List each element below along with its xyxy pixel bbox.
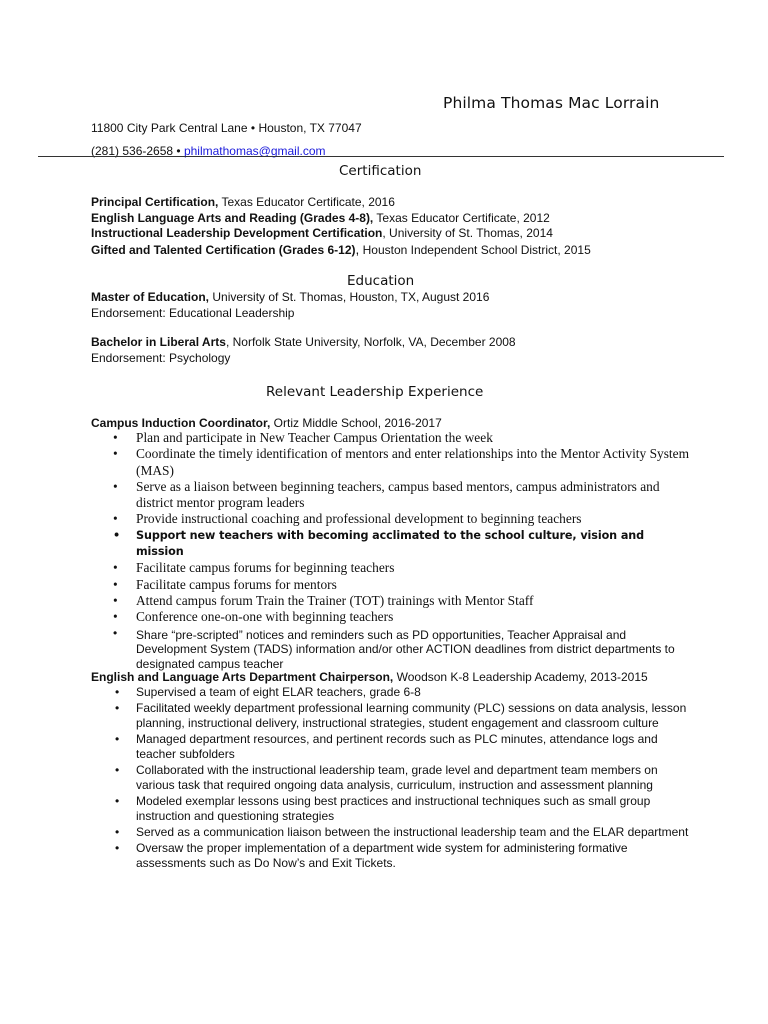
bullet-item: • Coordinate the timely identification of mentors and enter relationships into the Mentor Activity System (MAS) [91,446,691,479]
certification-item [91,195,591,211]
cert-detail: Texas Educator Certificate, 2016 [218,195,395,209]
applicant-name: Philma Thomas Mac Lorrain [443,94,660,112]
cert-detail: Texas Educator Certificate, 2012 [373,210,550,225]
bullet-item: • Modeled exemplar lessons using best practices and instructional techniques such as small group instruction and questioning strategies [91,794,691,824]
bullet-item: • Facilitated weekly department professional learning community (PLC) sessions on data analysis, lesson planning, instructional delivery, instructional strategies, student engagement and classroom culture [91,701,691,731]
city-state-zip: Houston, TX 77047 [258,121,362,135]
certification-list [91,195,591,258]
cert-detail: Houston Independent School District, 2015 [359,242,591,257]
degree-detail: , Norfolk State University, Norfolk, VA, December 2008 [225,335,516,349]
email-link[interactable]: philmathomas@gmail.com [183,144,326,158]
endorsement: Endorsement: Psychology [91,350,231,365]
cert-title: Gifted and Talented Certification (Grades 6-12) [91,242,356,257]
education-entry [91,290,489,321]
education-heading: Education [347,273,415,289]
experience-heading: Relevant Leadership Experience [266,384,484,400]
cert-comma: , [355,241,360,257]
certification-item [91,242,591,259]
bullet-item: • Oversaw the proper implementation of a department wide system for administering formative assessments such as Do Now’s and Exit Tickets. [91,841,691,871]
cert-detail: , University of St. Thomas, 2014 [382,226,553,241]
bullet-item: • Managed department resources, and pertinent records such as PLC minutes, attendance logs and teacher subfolders [91,732,691,762]
endorsement: Endorsement: Educational Leadership [91,305,295,320]
cert-title: Principal Certification, [91,195,219,209]
bullet-item: • Plan and participate in New Teacher Campus Orientation the week [91,430,691,446]
degree-detail: University of St. Thomas, Houston, TX, August 2016 [209,290,490,304]
job-bullets [91,685,691,872]
degree-title: Master of Education, [91,290,210,304]
street-address: 11800 City Park Central Lane [91,121,248,135]
education-entry [91,335,516,366]
job-title-line [91,670,648,686]
certification-item [91,226,591,242]
bullet-item: • Conference one-on-one with beginning teachers [91,609,691,625]
job-detail: Woodson K-8 Leadership Academy, 2013-2015 [393,670,648,684]
bullet-item: • Facilitate campus forums for beginning teachers [91,560,691,576]
job-title: Campus Induction Coordinator, [91,416,271,430]
bullet-item: • Supervised a team of eight ELAR teachers, grade 6-8 [91,685,691,700]
bullet-item: • Attend campus forum Train the Trainer (TOT) trainings with Mentor Staff [91,593,691,609]
separator: • [176,144,181,158]
degree-line [91,290,489,306]
bullet-item: • Provide instructional coaching and professional development to beginning teachers [91,511,691,527]
bullet-item: • Served as a communication liaison between the instructional leadership team and the ELAR department [91,825,691,840]
certification-heading: Certification [339,163,422,179]
bullet-item: • Collaborated with the instructional leadership team, grade level and department team members on various task that required ongoing data analysis, curriculum, instruction and assessment planning [91,763,691,793]
cert-title: Instructional Leadership Development Certification [91,226,383,241]
bullet-item: • Support new teachers with becoming acclimated to the school culture, vision and mission [91,528,691,561]
job-bullets [91,430,691,672]
header-divider [38,156,724,157]
degree-line [91,335,516,351]
phone-number: (281) 536-2658 [91,144,174,158]
job-detail: Ortiz Middle School, 2016-2017 [270,416,442,430]
cert-title: English Language Arts and Reading (Grades 4-8), [91,210,374,225]
address-line [91,121,362,135]
degree-title: Bachelor in Liberal Arts [91,335,226,349]
bullet-item: • Share “pre-scripted” notices and reminders such as PD opportunities, Teacher Appraisal and Development System (TADS) information and/or other ACTION deadlines from district departments to designated campus teacher [91,626,691,672]
separator: • [250,121,256,135]
job-title: English and Language Arts Department Chairperson, [91,670,394,684]
certification-item [91,211,591,227]
bullet-item: • Facilitate campus forums for mentors [91,577,691,593]
bullet-item: • Serve as a liaison between beginning teachers, campus based mentors, campus administrators and district mentor program leaders [91,479,691,512]
